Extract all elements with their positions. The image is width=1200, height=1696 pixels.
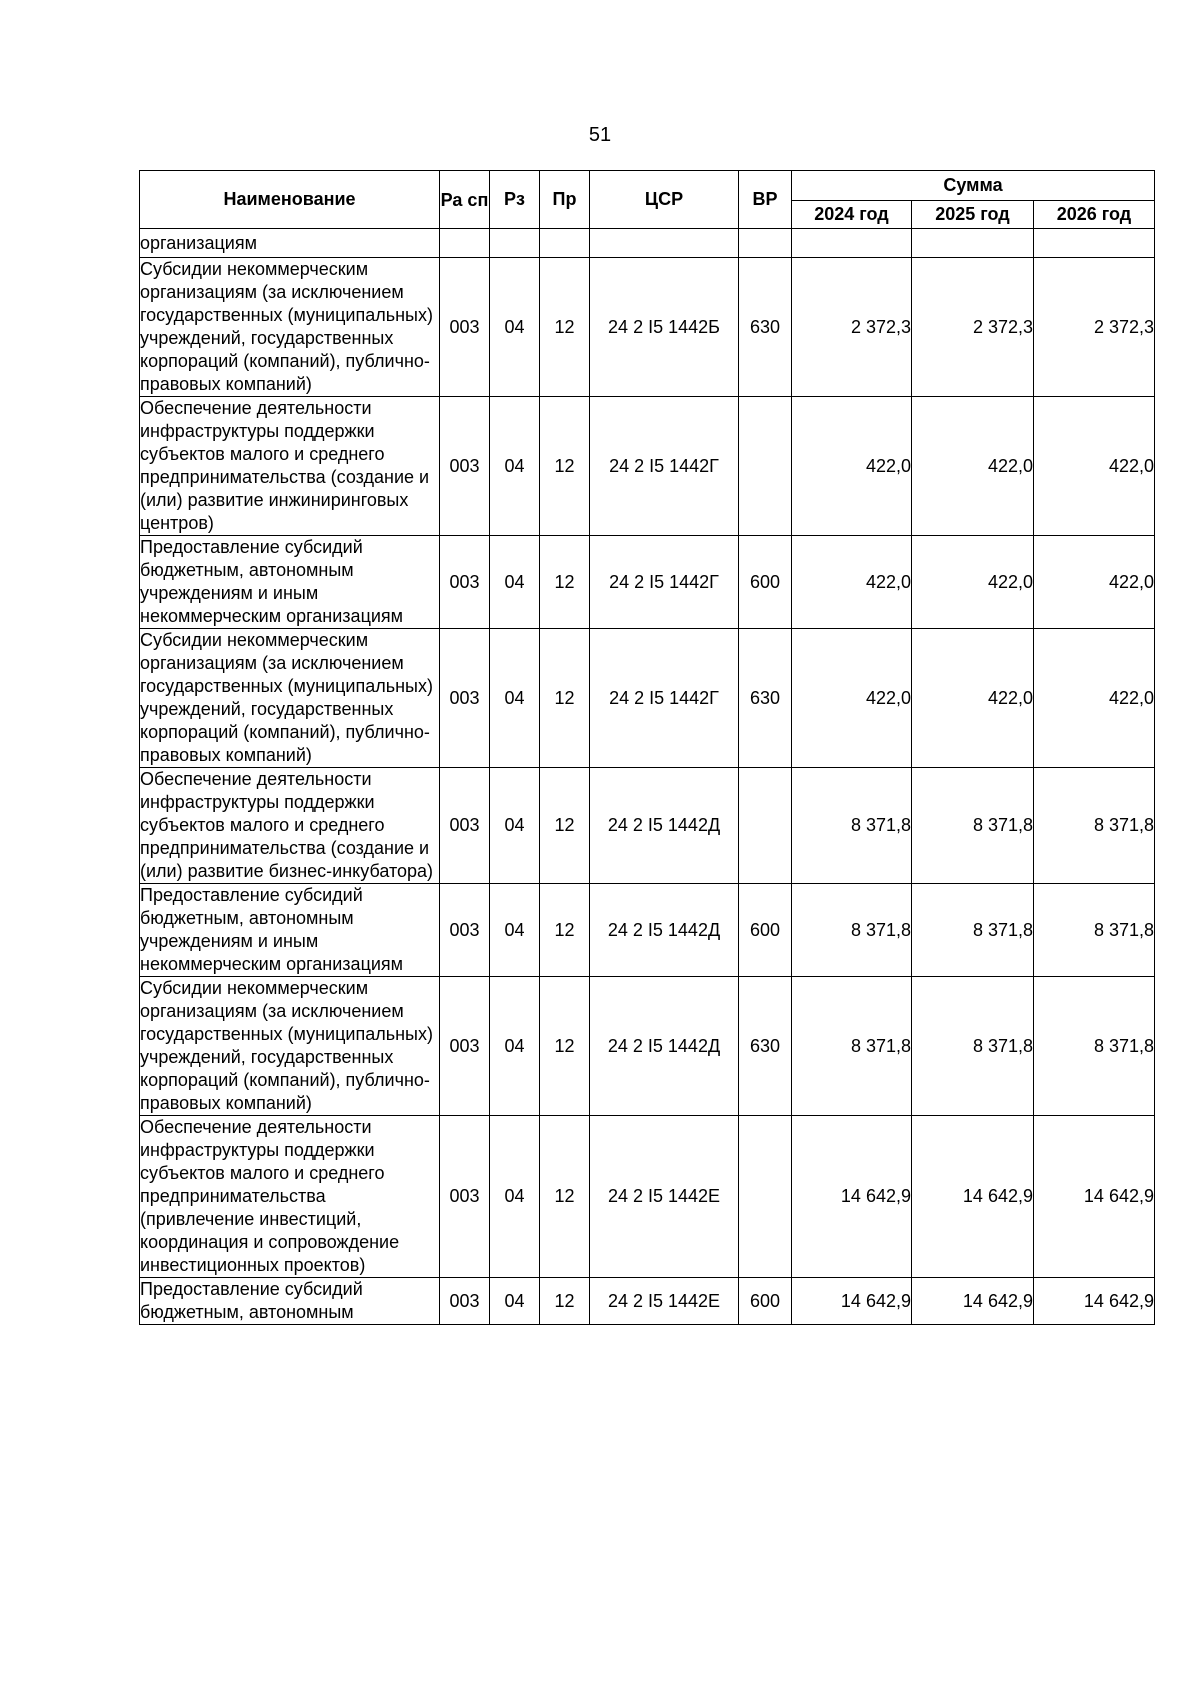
cell-pr	[540, 229, 590, 258]
cell-2025	[912, 229, 1034, 258]
cell-vr	[739, 768, 792, 884]
cell-name: Обеспечение деятельности инфраструктуры поддержки субъектов малого и среднего предпринимательства (создание и (или) развитие инжиниринговых центров)	[140, 397, 440, 536]
table-row	[140, 397, 1155, 536]
cell-csr: 24 2 I5 1442Г	[590, 536, 739, 629]
cell-pr: 12	[540, 884, 590, 977]
cell-2025: 2 372,3	[912, 258, 1034, 397]
cell-rasp: 003	[440, 884, 490, 977]
cell-rasp: 003	[440, 629, 490, 768]
cell-rasp: 003	[440, 536, 490, 629]
cell-vr: 600	[739, 1278, 792, 1325]
header-sum: Сумма	[792, 171, 1155, 201]
cell-rz: 04	[490, 397, 540, 536]
cell-csr: 24 2 I5 1442Е	[590, 1278, 739, 1325]
cell-2026: 8 371,8	[1034, 884, 1155, 977]
cell-name: Субсидии некоммерческим организациям (за исключением государственных (муниципальных) учреждений, государственных корпораций (компаний), публично-правовых компаний)	[140, 258, 440, 397]
cell-vr: 600	[739, 536, 792, 629]
cell-rasp	[440, 229, 490, 258]
cell-vr: 630	[739, 629, 792, 768]
cell-rz: 04	[490, 1278, 540, 1325]
cell-csr	[590, 229, 739, 258]
cell-csr: 24 2 I5 1442Д	[590, 977, 739, 1116]
cell-rasp: 003	[440, 1278, 490, 1325]
header-name: Наименование	[140, 171, 440, 229]
cell-2026: 422,0	[1034, 397, 1155, 536]
table-row	[140, 629, 1155, 768]
cell-pr: 12	[540, 258, 590, 397]
cell-csr: 24 2 I5 1442Г	[590, 397, 739, 536]
cell-name: Предоставление субсидий бюджетным, автономным	[140, 1278, 440, 1325]
cell-rz: 04	[490, 977, 540, 1116]
cell-2025: 422,0	[912, 629, 1034, 768]
table-row	[140, 768, 1155, 884]
table-body	[140, 229, 1155, 1325]
cell-rz	[490, 229, 540, 258]
cell-2025: 8 371,8	[912, 977, 1034, 1116]
cell-csr: 24 2 I5 1442Д	[590, 768, 739, 884]
header-2026: 2026 год	[1034, 201, 1155, 229]
cell-pr: 12	[540, 536, 590, 629]
cell-name: организациям	[140, 229, 440, 258]
cell-rasp: 003	[440, 397, 490, 536]
cell-name: Предоставление субсидий бюджетным, автономным учреждениям и иным некоммерческим организациям	[140, 536, 440, 629]
cell-2025: 14 642,9	[912, 1278, 1034, 1325]
cell-rasp: 003	[440, 1116, 490, 1278]
table-row	[140, 536, 1155, 629]
cell-csr: 24 2 I5 1442Е	[590, 1116, 739, 1278]
cell-2025: 14 642,9	[912, 1116, 1034, 1278]
cell-pr: 12	[540, 397, 590, 536]
cell-2026: 422,0	[1034, 629, 1155, 768]
cell-csr: 24 2 I5 1442Б	[590, 258, 739, 397]
cell-2025: 8 371,8	[912, 884, 1034, 977]
budget-table	[139, 170, 1155, 1325]
cell-rz: 04	[490, 1116, 540, 1278]
cell-vr	[739, 229, 792, 258]
cell-2024: 8 371,8	[792, 768, 912, 884]
cell-vr: 630	[739, 258, 792, 397]
cell-vr: 600	[739, 884, 792, 977]
page-number: 51	[588, 124, 612, 146]
cell-2026: 8 371,8	[1034, 768, 1155, 884]
cell-2026	[1034, 229, 1155, 258]
cell-2024: 422,0	[792, 536, 912, 629]
cell-rz: 04	[490, 768, 540, 884]
cell-2026: 422,0	[1034, 536, 1155, 629]
cell-2025: 8 371,8	[912, 768, 1034, 884]
cell-2026: 14 642,9	[1034, 1278, 1155, 1325]
cell-2024: 14 642,9	[792, 1278, 912, 1325]
cell-2024	[792, 229, 912, 258]
cell-2024: 8 371,8	[792, 884, 912, 977]
cell-rz: 04	[490, 536, 540, 629]
header-rz: Рз	[490, 171, 540, 229]
cell-name: Обеспечение деятельности инфраструктуры поддержки субъектов малого и среднего предпринимательства (привлечение инвестиций, координация и сопровождение инвестиционных проектов)	[140, 1116, 440, 1278]
header-csr: ЦСР	[590, 171, 739, 229]
cell-rasp: 003	[440, 768, 490, 884]
cell-csr: 24 2 I5 1442Д	[590, 884, 739, 977]
header-2024: 2024 год	[792, 201, 912, 229]
cell-vr: 630	[739, 977, 792, 1116]
cell-pr: 12	[540, 977, 590, 1116]
cell-name: Обеспечение деятельности инфраструктуры поддержки субъектов малого и среднего предпринимательства (создание и (или) развитие бизнес-инкубатора)	[140, 768, 440, 884]
cell-name: Субсидии некоммерческим организациям (за исключением государственных (муниципальных) учреждений, государственных корпораций (компаний), публично-правовых компаний)	[140, 629, 440, 768]
table-row	[140, 229, 1155, 258]
header-pr: Пр	[540, 171, 590, 229]
cell-vr	[739, 397, 792, 536]
header-2025: 2025 год	[912, 201, 1034, 229]
cell-csr: 24 2 I5 1442Г	[590, 629, 739, 768]
cell-pr: 12	[540, 768, 590, 884]
header-vr: ВР	[739, 171, 792, 229]
cell-rasp: 003	[440, 258, 490, 397]
cell-pr: 12	[540, 1278, 590, 1325]
cell-name: Предоставление субсидий бюджетным, автономным учреждениям и иным некоммерческим организациям	[140, 884, 440, 977]
cell-pr: 12	[540, 629, 590, 768]
cell-vr	[739, 1116, 792, 1278]
cell-2024: 422,0	[792, 397, 912, 536]
table-row	[140, 884, 1155, 977]
header-rasp: Ра сп	[440, 171, 490, 229]
cell-2024: 2 372,3	[792, 258, 912, 397]
cell-2026: 2 372,3	[1034, 258, 1155, 397]
cell-2024: 8 371,8	[792, 977, 912, 1116]
cell-2026: 14 642,9	[1034, 1116, 1155, 1278]
table-row	[140, 1116, 1155, 1278]
cell-2025: 422,0	[912, 536, 1034, 629]
cell-2026: 8 371,8	[1034, 977, 1155, 1116]
cell-rasp: 003	[440, 977, 490, 1116]
cell-2025: 422,0	[912, 397, 1034, 536]
cell-2024: 14 642,9	[792, 1116, 912, 1278]
cell-rz: 04	[490, 884, 540, 977]
cell-rz: 04	[490, 629, 540, 768]
cell-name: Субсидии некоммерческим организациям (за исключением государственных (муниципальных) учреждений, государственных корпораций (компаний), публично-правовых компаний)	[140, 977, 440, 1116]
table-row	[140, 977, 1155, 1116]
table-row	[140, 258, 1155, 397]
cell-rz: 04	[490, 258, 540, 397]
cell-2024: 422,0	[792, 629, 912, 768]
table-row	[140, 1278, 1155, 1325]
cell-pr: 12	[540, 1116, 590, 1278]
